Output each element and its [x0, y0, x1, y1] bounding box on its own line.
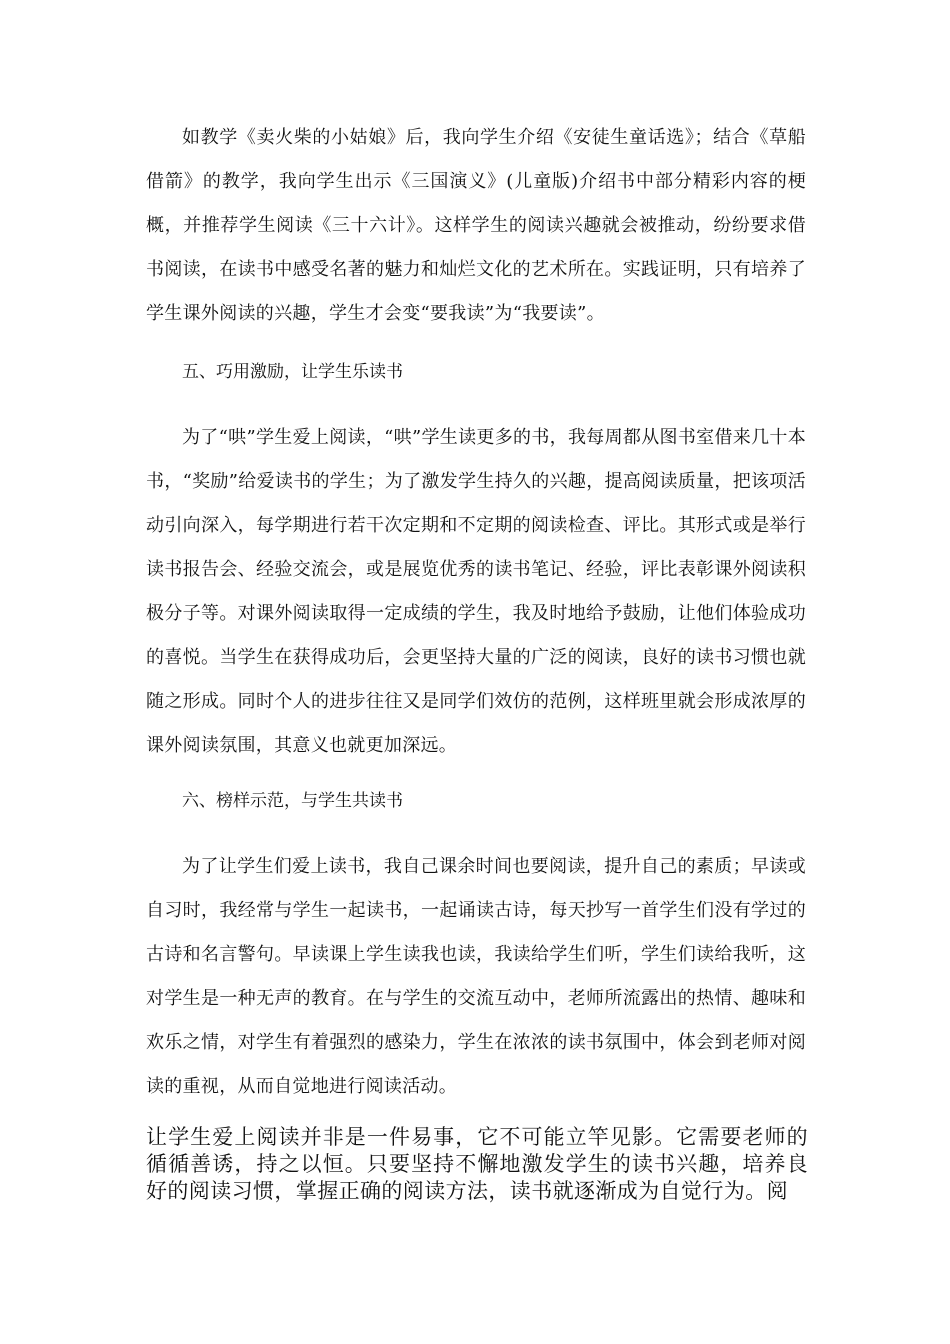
section-heading: 五、巧用激励，让学生乐读书	[182, 362, 403, 382]
body-paragraph: 如教学《卖火柴的小姑娘》后，我向学生介绍《安徒生童话选》；结合《草船借箭》的教学，我向学生出示《三国演义》(儿童版)介绍书中部分精彩内容的梗概，并推荐学生阅读《三十六计》。这样学生的阅读兴趣就会被推动，纷纷要求借书阅读，在读书中感受名著的魅力和灿烂文化的艺术所在。实践证明，只有培养了学生课外阅读的兴趣，学生才会变“要我读”为“我要读”。	[146, 127, 806, 324]
body-paragraph: 为了“哄”学生爱上阅读，“哄”学生读更多的书，我每周都从图书室借来几十本书，“奖励”给爱读书的学生；为了激发学生持久的兴趣，提高阅读质量，把该项活动引向深入，每学期进行若干次定期和不定期的阅读检查、评比。其形式或是举行读书报告会、经验交流会，或是展览优秀的读书笔记、经验，评比表彰课外阅读积极分子等。对课外阅读取得一定成绩的学生，我及时地给予鼓励，让他们体验成功的喜悦。当学生在获得成功后，会更坚持大量的广泛的阅读，良好的读书习惯也就随之形成。同时个人的进步往往又是同学们效仿的范例，这样班里就会形成浓厚的课外阅读氛围，其意义也就更加深远。	[146, 427, 806, 756]
body-paragraph: 为了让学生们爱上读书，我自己课余时间也要阅读，提升自己的素质；早读或自习时，我经常与学生一起读书，一起诵读古诗，每天抄写一首学生们没有学过的古诗和名言警句。早读课上学生读我也读，我读给学生们听，学生们读给我听，这对学生是一种无声的教育。在与学生的交流互动中，老师所流露出的热情、趣味和欢乐之情，对学生有着强烈的感染力，学生在浓浓的读书氛围中，体会到老师对阅读的重视，从而自觉地进行阅读活动。	[146, 856, 806, 1097]
section-heading: 六、榜样示范，与学生共读书	[182, 791, 403, 811]
closing-paragraph: 让学生爱上阅读并非是一件易事，它不可能立竿见影。它需要老师的循循善诱，持之以恒。只要坚持不懈地激发学生的读书兴趣，培养良好的阅读习惯，掌握正确的阅读方法，读书就逐渐成为自觉行为。阅	[146, 1125, 808, 1203]
